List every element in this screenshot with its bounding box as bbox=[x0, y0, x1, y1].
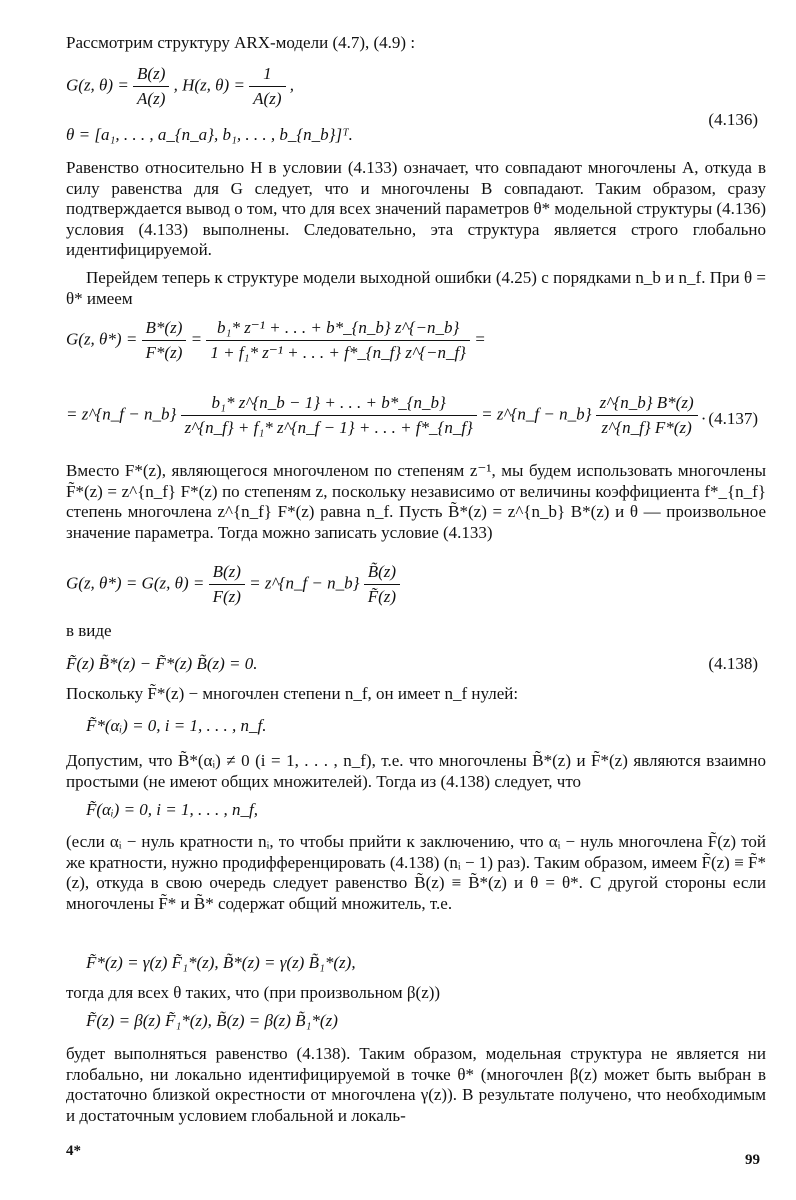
g-numerator: B(z) bbox=[133, 64, 169, 87]
paragraph-6: (если αᵢ − нуль кратности nᵢ, то чтобы прийти к заключению, что αᵢ − нуль многочлена F̃(z) той же кратности, нужно продифференцировать (4.138) (nᵢ − 1) раз). Таким образом, имеем F̃(z) ≡ F̃*(z), откуда в свою очередь следует равенство B̃(z) ≡ B̃*(z) и θ = θ*. С другой стороны если многочлены F̃* и B̃* содержат общий множитель, т.е. bbox=[66, 832, 766, 913]
intro-line: Рассмотрим структуру ARX-модели (4.7), (4.9) : bbox=[66, 33, 416, 52]
paragraph-1: Равенство относительно H в условии (4.133) означает, что совпадают многочлены A, откуда в силу равенства для G следует, что и многочлены B совпадают. Таким образом, сразу подтверждается вывод о том, что для всех значений параметров θ* модельной структуры (4.136) условия (4.133) выполнены. Следовательно, эта структура является строго глобально идентифицируемой. bbox=[66, 158, 766, 259]
cond-numerator1: B(z) bbox=[209, 562, 245, 585]
cond-fraction2 bbox=[364, 562, 400, 607]
h-tail: , bbox=[289, 75, 294, 95]
g137b-denominator1: z^{n_f} + f₁* z^{n_f − 1} + . . . + f*_{n_f} bbox=[184, 418, 473, 437]
g137-tail: = bbox=[474, 329, 486, 349]
gamma-equation: F̃*(z) = γ(z) F̃₁*(z), B̃*(z) = γ(z) B̃₁*(z), bbox=[86, 953, 356, 972]
g137-fraction2 bbox=[206, 318, 470, 363]
h-fraction bbox=[249, 64, 285, 109]
g137b-mid: = z^{n_f − n_b} bbox=[481, 404, 592, 424]
equation-number-4-137: (4.137) bbox=[708, 409, 758, 428]
g137b-tail: . bbox=[701, 404, 707, 424]
signature-mark: 4* bbox=[66, 1143, 81, 1159]
page-number: 99 bbox=[745, 1152, 760, 1168]
g137-denominator2: 1 + f₁* z⁻¹ + . . . + f*_{n_f} z^{−n_f} bbox=[210, 343, 466, 362]
cond-denominator1: F(z) bbox=[212, 587, 241, 606]
paragraph-4: Поскольку F̃*(z) − многочлен степени n_f, он имеет n_f нулей: bbox=[66, 684, 519, 703]
g137-eq: = bbox=[190, 329, 203, 349]
h-lhs: , H(z, θ) = bbox=[173, 75, 245, 95]
g137b-numerator1: b₁* z^{n_b − 1} + . . . + b*_{n_b} bbox=[181, 393, 477, 416]
g137b-fraction1 bbox=[181, 393, 477, 438]
g137b-numerator2: z^{n_b} B*(z) bbox=[596, 393, 698, 416]
g137-denominator1: F*(z) bbox=[145, 343, 183, 362]
g137-fraction1 bbox=[142, 318, 187, 363]
then-line: тогда для всех θ таких, что (при произвольном β(z)) bbox=[66, 983, 441, 1002]
g137b-fraction2 bbox=[596, 393, 698, 438]
paragraph-7: будет выполняться равенство (4.138). Таким образом, модельная структура не является ни глобально, ни локально идентифицируемой в точке θ* (многочлен β(z) может быть выбран в достаточно близкой окрестности от многочлена γ(z)). В результате получено, что необходимым и достаточным условием глобальной и локаль- bbox=[66, 1044, 766, 1125]
cond-lhs: G(z, θ*) = G(z, θ) = bbox=[66, 573, 205, 593]
equation-number-4-138: (4.138) bbox=[708, 654, 758, 673]
g-lhs: G(z, θ) = bbox=[66, 75, 129, 95]
h-numerator: 1 bbox=[249, 64, 285, 87]
g-denominator: A(z) bbox=[137, 89, 166, 108]
g137-numerator1: B*(z) bbox=[142, 318, 187, 341]
g-fraction bbox=[133, 64, 169, 109]
equation-4-137-line1 bbox=[66, 318, 486, 363]
g137b-lhs: = z^{n_f − n_b} bbox=[66, 404, 177, 424]
v-vide-line: в виде bbox=[66, 621, 112, 640]
g137-numerator2: b₁* z⁻¹ + . . . + b*_{n_b} z^{−n_b} bbox=[206, 318, 470, 341]
cond-denominator2: F̃(z) bbox=[367, 587, 397, 606]
equation-condition bbox=[66, 562, 400, 607]
cond-mid: = z^{n_f − n_b} bbox=[249, 573, 360, 593]
g137-lhs: G(z, θ*) = bbox=[66, 329, 138, 349]
paragraph-2: Перейдем теперь к структуре модели выходной ошибки (4.25) с порядками n_b и n_f. При θ = θ* имеем bbox=[66, 268, 766, 308]
paragraph-5: Допустим, что B̃*(αᵢ) ≠ 0 (i = 1, . . . , n_f), т.е. что многочлены B̃*(z) и F̃*(z) являются взаимно простыми (не имеют общих множителей). Тогда из (4.138) следует, что bbox=[66, 751, 766, 791]
theta-definition: θ = [a₁, . . . , a_{n_a}, b₁, . . . , b_{n_b}]ᵀ. bbox=[66, 125, 353, 144]
equation-g-h bbox=[66, 64, 294, 109]
g137b-denominator2: z^{n_f} F*(z) bbox=[601, 418, 692, 437]
cond-numerator2: B̃(z) bbox=[364, 562, 400, 585]
cond-fraction1 bbox=[209, 562, 245, 607]
equation-4-137-line2 bbox=[66, 393, 706, 438]
equation-number-4-136: (4.136) bbox=[708, 110, 758, 129]
zeros-equation-2: F̃(αᵢ) = 0, i = 1, . . . , n_f, bbox=[86, 800, 258, 819]
paragraph-3: Вместо F*(z), являющегося многочленом по степеням z⁻¹, мы будем использовать многочлены F̃*(z) = z^{n_f} F*(z) по степеням z, поскольку независимо от величины коэффициента f*_{n_f} степень многочлена z^{n_f} F*(z) равна n_f. Пусть B̃*(z) = z^{n_b} B*(z) и θ — произвольное значение параметра. Тогда можно записать условие (4.133) bbox=[66, 461, 766, 542]
beta-equation: F̃(z) = β(z) F̃₁*(z), B̃(z) = β(z) B̃₁*(z) bbox=[86, 1011, 338, 1030]
h-denominator: A(z) bbox=[253, 89, 282, 108]
zeros-equation: F̃*(αᵢ) = 0, i = 1, . . . , n_f. bbox=[86, 716, 267, 735]
equation-4-138: F̃(z) B̃*(z) − F̃*(z) B̃(z) = 0. bbox=[66, 654, 258, 673]
